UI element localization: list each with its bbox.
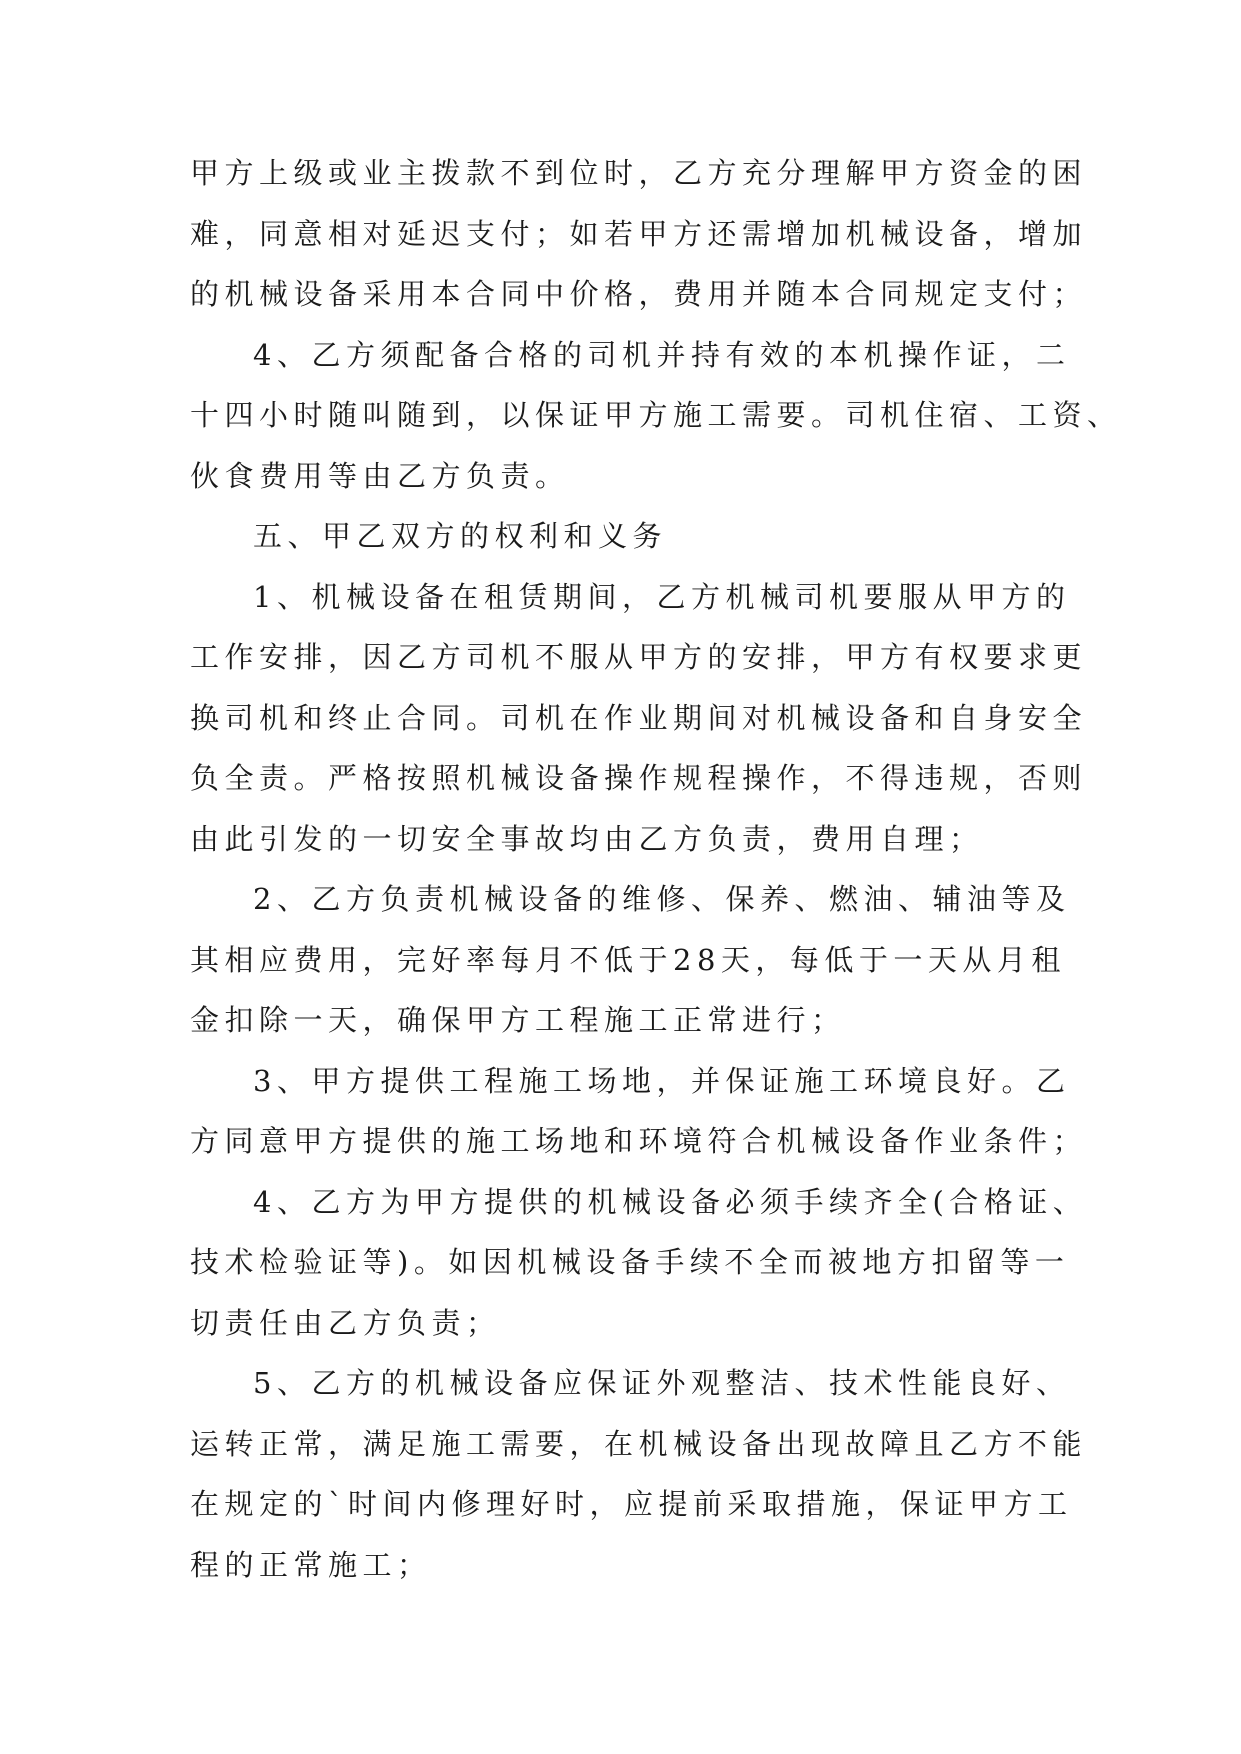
text-line: 甲方上级或业主拨款不到位时，乙方充分理解甲方资金的困 <box>190 156 1088 190</box>
paragraph-1 <box>190 143 1088 325</box>
paragraph-8 <box>190 1353 1088 1595</box>
text-line: 五、甲乙双方的权利和义务 <box>253 519 668 553</box>
text-line: 方同意甲方提供的施工场地和环境符合机械设备作业条件； <box>190 1124 1088 1158</box>
text-line: 2、乙方负责机械设备的维修、保养、燃油、辅油等及 <box>253 882 1071 916</box>
text-line: 5、乙方的机械设备应保证外观整洁、技术性能良好、 <box>253 1366 1071 1400</box>
text-line: 金扣除一天，确保甲方工程施工正常进行； <box>190 1003 846 1037</box>
text-line: 其相应费用，完好率每月不低于28天，每低于一天从月租 <box>190 942 1066 977</box>
text-line: 在规定的`时间内修理好时，应提前采取措施，保证甲方工 <box>190 1487 1073 1521</box>
text-line: 程的正常施工； <box>190 1547 432 1582</box>
section-heading <box>190 506 1050 567</box>
text-line: 由此引发的一切安全事故均由乙方负责，费用自理； <box>190 821 984 856</box>
text-line: 3、甲方提供工程施工场地，并保证施工环境良好。乙 <box>253 1063 1071 1098</box>
text-line: 运转正常，满足施工需要，在机械设备出现故障且乙方不能 <box>190 1426 1088 1461</box>
text-line: 工作安排，因乙方司机不服从甲方的安排，甲方有权要求更 <box>190 640 1088 674</box>
text-line: 换司机和终止合同。司机在作业期间对机械设备和自身安全 <box>190 700 1088 735</box>
paragraph-5 <box>190 869 1071 1051</box>
text-line: 技术检验证等)。如因机械设备手续不全而被地方扣留等一 <box>190 1245 1070 1279</box>
paragraph-2 <box>190 325 1122 507</box>
text-line: 难，同意相对延迟支付；如若甲方还需增加机械设备，增加 <box>190 216 1088 251</box>
paragraph-4 <box>190 567 1088 870</box>
text-line: 4、乙方须配备合格的司机并持有效的本机操作证，二 <box>253 337 1071 372</box>
text-line: 负全责。严格按照机械设备操作规程操作，不得违规，否则 <box>190 761 1088 795</box>
text-line: 十四小时随叫随到，以保证甲方施工需要。司机住宿、工资、 <box>190 398 1122 432</box>
paragraph-7 <box>190 1172 1088 1354</box>
text-line: 切责任由乙方负责； <box>190 1305 501 1340</box>
paragraph-6 <box>190 1051 1088 1172</box>
document-page <box>190 143 1122 1595</box>
text-line: 4、乙方为甲方提供的机械设备必须手续齐全(合格证、 <box>253 1184 1088 1219</box>
text-line: 伙食费用等由乙方负责。 <box>190 458 570 493</box>
text-line: 的机械设备采用本合同中价格，费用并随本合同规定支付； <box>190 277 1088 311</box>
text-line: 1、机械设备在租赁期间，乙方机械司机要服从甲方的 <box>253 579 1071 614</box>
